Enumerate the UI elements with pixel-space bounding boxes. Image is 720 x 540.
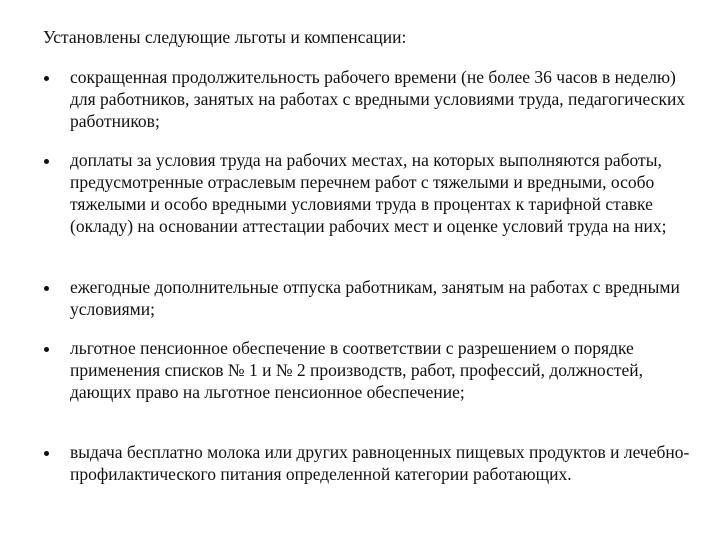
list-item-text: выдача бесплатно молока или других равноценных пищевых продуктов и лечебно-профилактического питания определенной категории работающих.	[70, 442, 690, 484]
list-item-text: ежегодные дополнительные отпуска работникам, занятым на работах с вредными условиями;	[70, 277, 680, 319]
bullet-icon	[44, 159, 49, 164]
bullet-icon	[44, 76, 49, 81]
bullet-icon	[44, 347, 49, 352]
bullet-icon	[44, 286, 49, 291]
list-item-text: доплаты за условия труда на рабочих местах, на которых выполняются работы, предусмотренные отраслевым перечнем работ с тяжелыми и вредными, особо тяжелыми и особо вредными условиями труда в процентах к тарифной ставке (окладу) на основании аттестации рабочих мест и оценке условий труда на них;	[70, 150, 667, 236]
page-heading: Установлены следующие льготы и компенсации:	[43, 27, 407, 47]
list-item-text: сокращенная продолжительность рабочего времени (не более 36 часов в неделю) для работников, занятых на работах с вредными условиями труда, педагогических работников;	[70, 67, 686, 131]
list-item-text: льготное пенсионное обеспечение в соответствии с разрешением о порядке применения списков № 1 и № 2 производств, работ, профессий, должностей, дающих право на льготное пенсионное обеспечение;	[70, 338, 644, 402]
bullet-icon	[44, 451, 49, 456]
